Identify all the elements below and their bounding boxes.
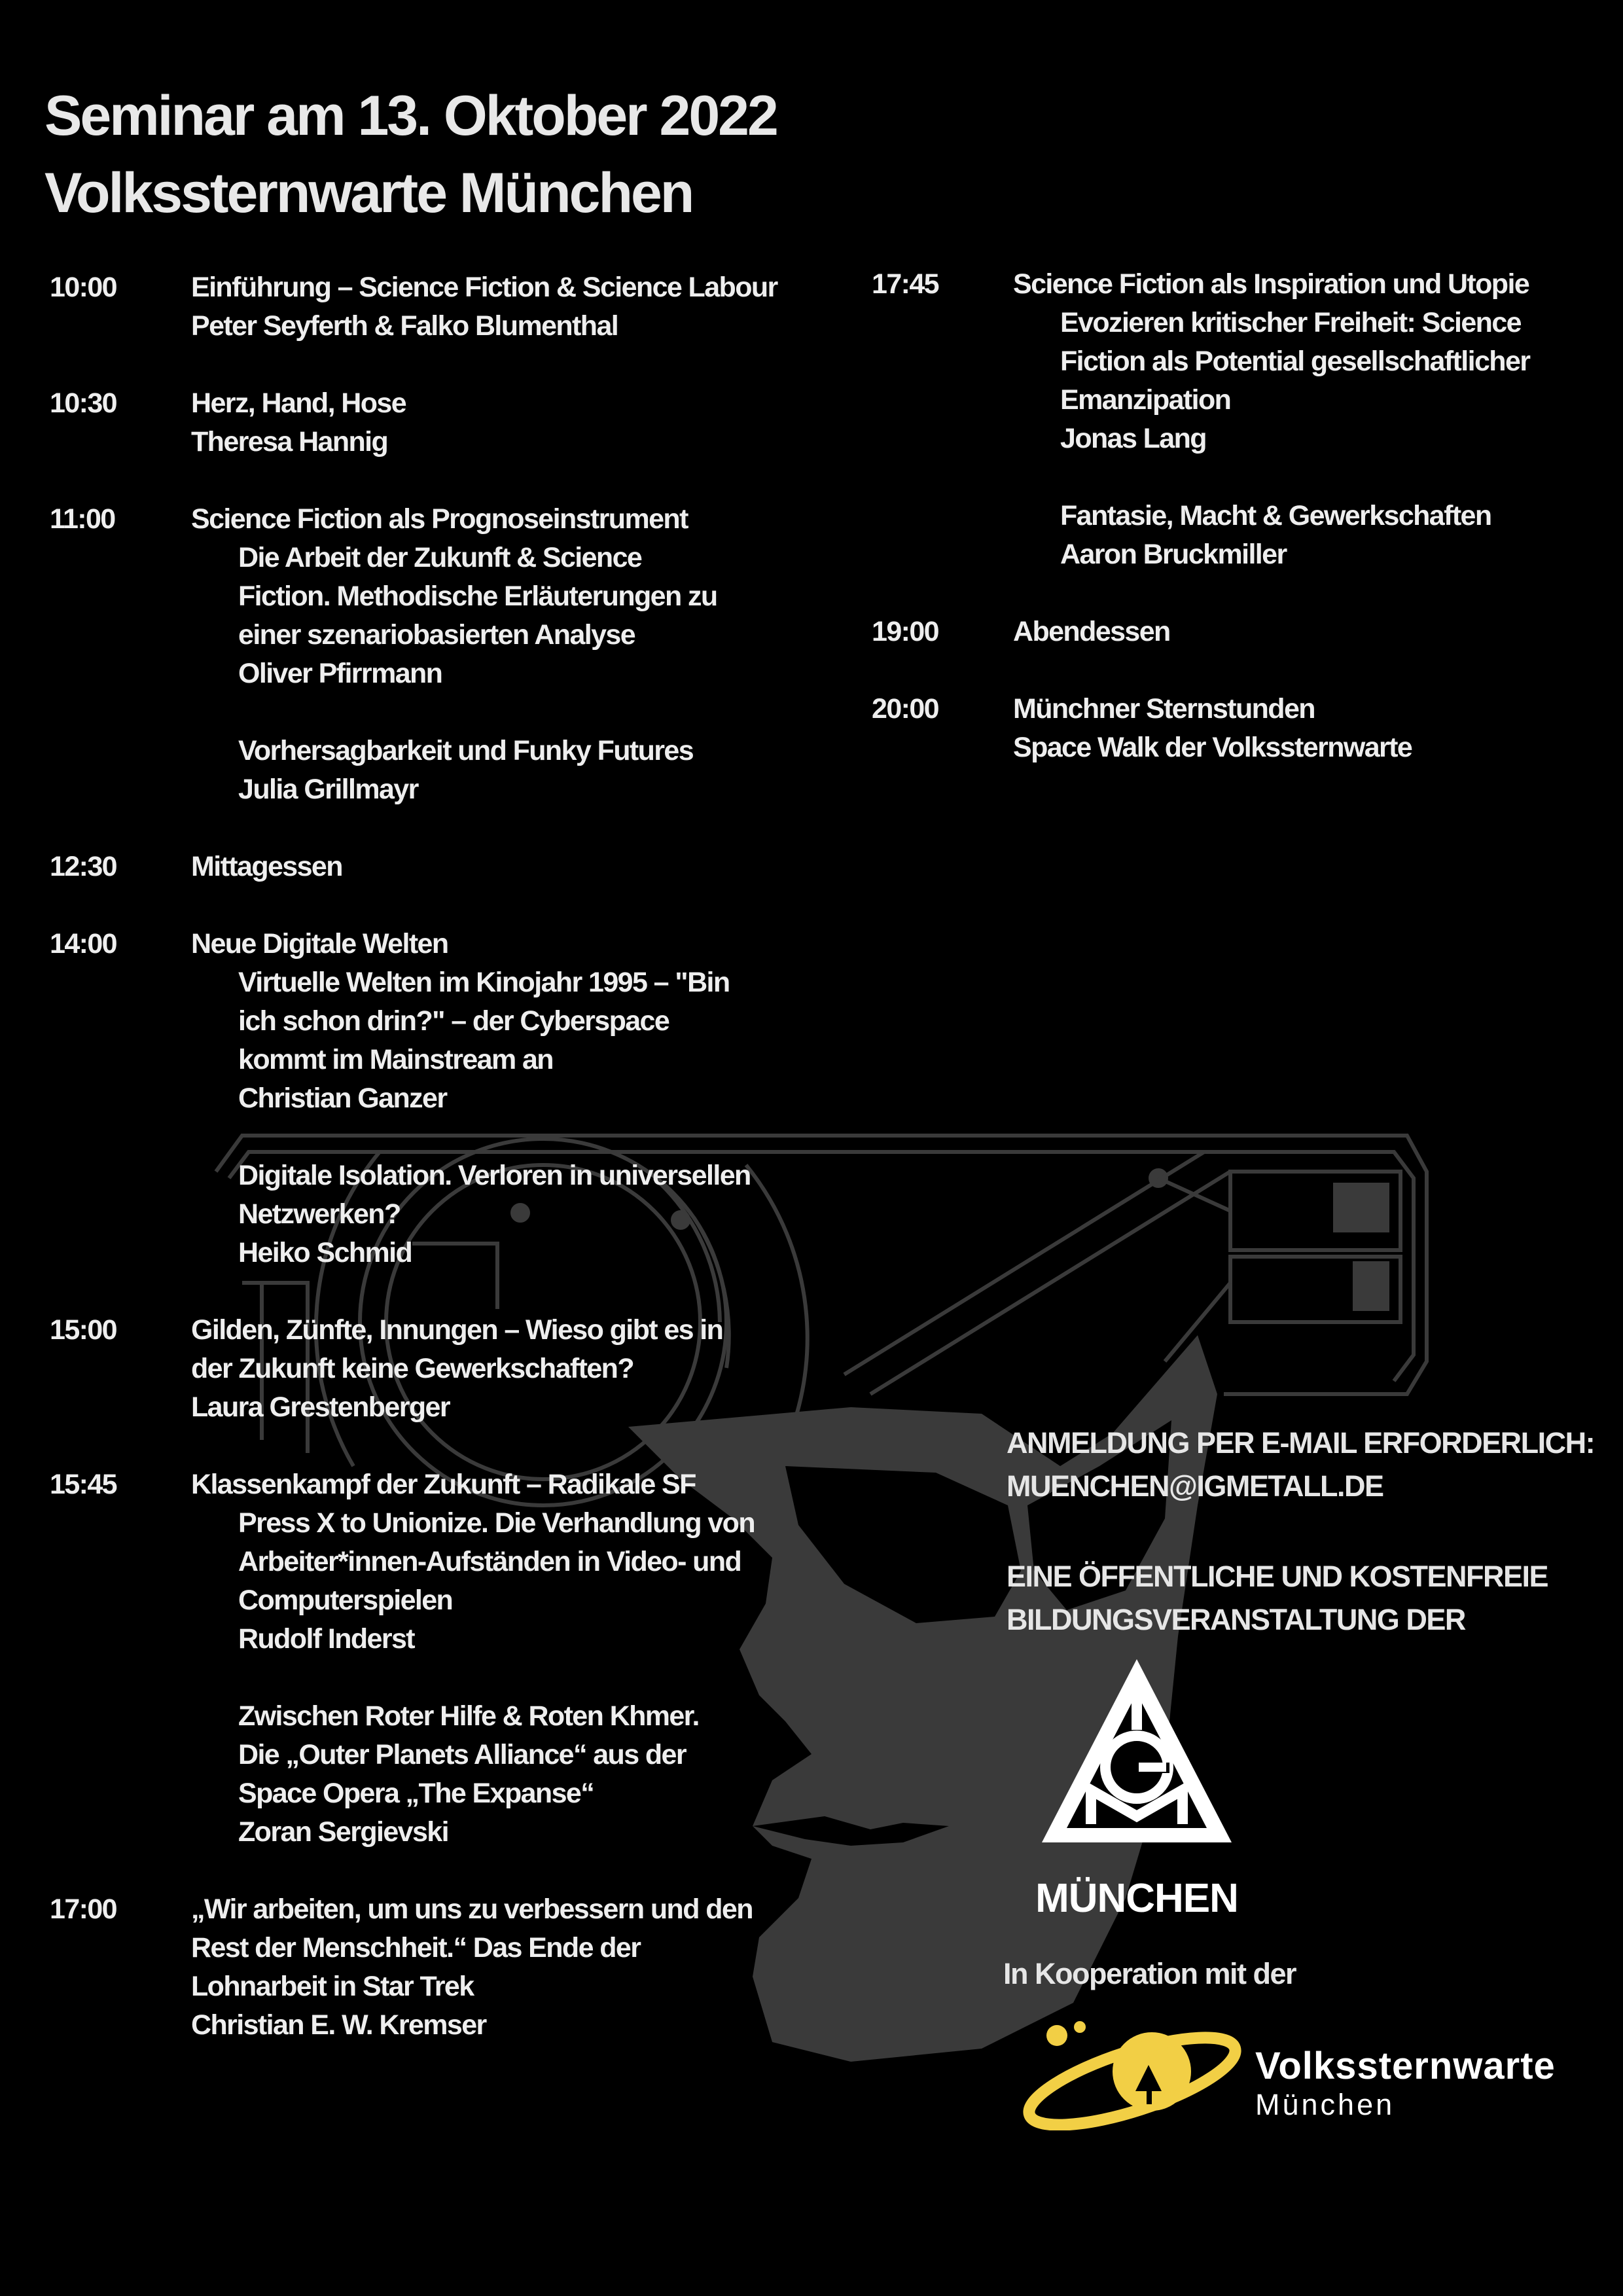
schedule-entry (50, 925, 776, 1272)
entry-time: 11:00 (50, 503, 115, 535)
talk-speaker: Jonas Lang (1060, 423, 1206, 454)
title-line-2: Volkssternwarte München (45, 162, 693, 224)
talk (191, 963, 742, 1118)
schedule-entry (50, 384, 776, 461)
organizer-line-2: BILDUNGSVERANSTALTUNG DER (1007, 1603, 1465, 1636)
entry-speaker: Christian E. W. Kremser (191, 2009, 486, 2041)
entry-title: Klassenkampf der Zukunft – Radikale SF (191, 1469, 696, 1500)
talk-title: Fantasie, Macht & Gewerkschaften (1060, 500, 1491, 531)
entry-title: Neue Digitale Welten (191, 928, 448, 960)
entry-speaker: Theresa Hannig (191, 426, 388, 457)
organizer-line-1: EINE ÖFFENTLICHE UND KOSTENFREIE (1007, 1560, 1548, 1593)
igm-city-label: MÜNCHEN (1035, 1876, 1238, 1921)
talk (191, 539, 722, 693)
partner-name: Volkssternwarte (1255, 2045, 1556, 2087)
entry-time: 17:45 (872, 268, 938, 300)
entry-time: 10:00 (50, 272, 116, 303)
entry-title: Herz, Hand, Hose (191, 387, 406, 419)
talk-title: Virtuelle Welten im Kinojahr 1995 – "Bin ich schon drin?" – der Cyberspace kommt im Mainstream an (238, 967, 730, 1075)
schedule-entry (50, 848, 776, 886)
talk-title: Evozieren kritischer Freiheit: Science Fiction als Potential gesellschaftlicher Emanzipation (1060, 307, 1530, 416)
schedule-entry (50, 268, 776, 346)
entry-time: 10:30 (50, 387, 116, 419)
schedule-right-column (872, 265, 1598, 806)
partner-city: München (1255, 2088, 1395, 2121)
entry-title: „Wir arbeiten, um uns zu verbessern und den Rest der Menschheit.“ Das Ende der Lohnarbeit in Star Trek (191, 1893, 753, 2002)
entry-title: Science Fiction als Prognoseinstrument (191, 503, 688, 535)
entry-time: 14:00 (50, 928, 116, 960)
entry-title: Mittagessen (191, 851, 342, 882)
talk-speaker: Zoran Sergievski (238, 1816, 448, 1848)
talk (1013, 304, 1584, 458)
schedule-entry (872, 265, 1598, 574)
page-title (45, 77, 777, 232)
entry-speaker: Laura Grestenberger (191, 1391, 450, 1423)
registration-note: ANMELDUNG PER E-MAIL ERFORDERLICH: (1007, 1426, 1595, 1460)
entry-time: 19:00 (872, 616, 938, 647)
schedule-entry (50, 500, 776, 809)
entry-speaker: Space Walk der Volkssternwarte (1013, 732, 1412, 763)
talk-title: Press X to Unionize. Die Verhandlung von Arbeiter*innen-Aufständen in Video- und Computerspielen (238, 1507, 755, 1616)
entry-title: Münchner Sternstunden (1013, 693, 1315, 725)
talk-speaker: Aaron Bruckmiller (1060, 539, 1287, 570)
talk (191, 1157, 762, 1272)
registration-email[interactable]: MUENCHEN@IGMETALL.DE (1007, 1469, 1383, 1503)
saturn-planet-logo (1021, 2019, 1243, 2130)
schedule-entry (872, 613, 1598, 651)
talk-speaker: Christian Ganzer (238, 1083, 447, 1114)
talk-speaker: Heiko Schmid (238, 1237, 412, 1268)
schedule-entry (50, 1890, 776, 2045)
entry-title: Abendessen (1013, 616, 1170, 647)
entry-time: 12:30 (50, 851, 116, 882)
title-line-1: Seminar am 13. Oktober 2022 (45, 84, 777, 147)
entry-title: Einführung – Science Fiction & Science Labour (191, 272, 777, 303)
talk-title: Vorhersagbarkeit und Funky Futures (238, 735, 694, 766)
entry-speaker: Peter Seyferth & Falko Blumenthal (191, 310, 618, 342)
entry-title: Gilden, Zünfte, Innungen – Wieso gibt es in der Zukunft keine Gewerkschaften? (191, 1314, 723, 1384)
talk-speaker: Julia Grillmayr (238, 774, 418, 805)
talk (191, 732, 776, 809)
entry-time: 20:00 (872, 693, 938, 725)
talk-title: Zwischen Roter Hilfe & Roten Khmer. Die „Outer Planets Alliance“ aus der Space Opera „The Expanse“ (238, 1700, 699, 1809)
entry-time: 15:00 (50, 1314, 116, 1346)
talk (1013, 497, 1598, 574)
talk-speaker: Oliver Pfirrmann (238, 658, 442, 689)
schedule-entry (50, 1311, 776, 1427)
entry-time: 17:00 (50, 1893, 116, 1925)
talk-title: Die Arbeit der Zukunft & Science Fiction. Methodische Erläuterungen zu einer szenariobasierten Analyse (238, 542, 717, 651)
schedule-entry (872, 690, 1598, 767)
talk-speaker: Rudolf Inderst (238, 1623, 415, 1655)
registration-info (1007, 1422, 1596, 1641)
cooperation-label: In Kooperation mit der (1003, 1957, 1296, 1990)
schedule-entry (50, 1465, 776, 1852)
schedule-left-column (50, 268, 776, 2083)
talk (191, 1504, 755, 1659)
entry-title: Science Fiction als Inspiration und Utopie (1013, 268, 1529, 300)
talk-title: Digitale Isolation. Verloren in universellen Netzwerken? (238, 1160, 751, 1230)
entry-time: 15:45 (50, 1469, 116, 1500)
talk (191, 1697, 736, 1852)
